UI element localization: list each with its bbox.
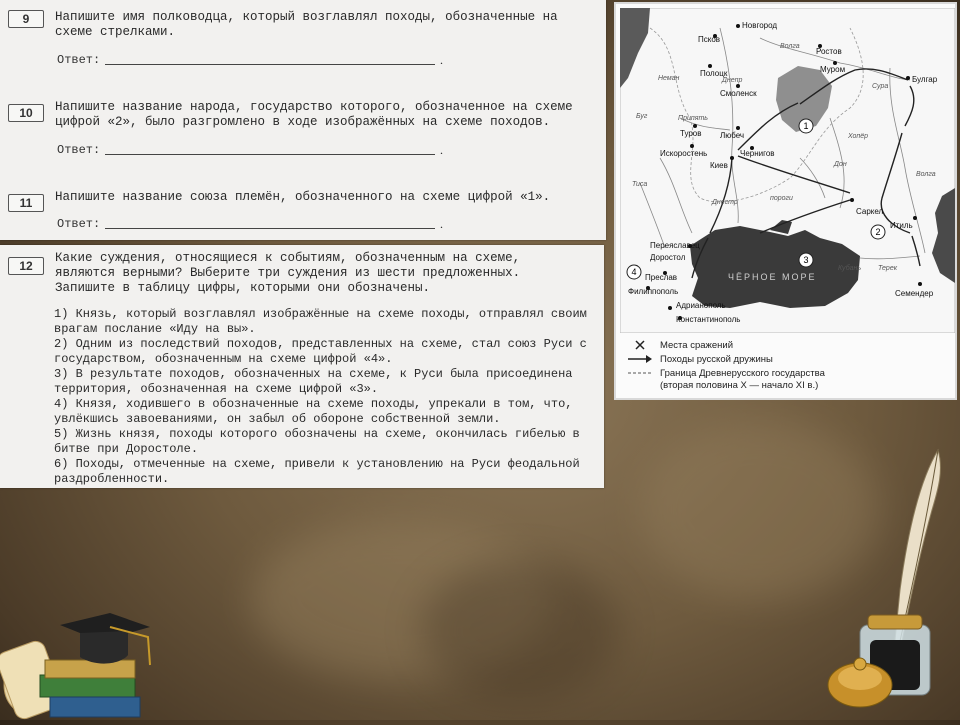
answer-field-9[interactable] <box>105 64 435 65</box>
rapids-label: пороги <box>770 195 793 202</box>
place-label: Новгород <box>742 21 778 30</box>
answer-period: . <box>440 53 443 67</box>
place-label: Булгар <box>912 75 938 84</box>
river-label: Тиса <box>632 181 648 188</box>
option-item: 2) Одним из последствий походов, представленных на схеме, стал союз Руси с государством, обозначенным на схеме цифрой «4». <box>54 337 587 366</box>
historical-map <box>614 2 957 400</box>
place-label: Преслав <box>645 273 678 282</box>
river-label: Волга <box>916 171 936 178</box>
graduation-cap-books-icon <box>0 575 160 720</box>
place-label: Доростол <box>650 253 686 262</box>
battle-cross-icon <box>626 339 654 351</box>
questions-sheet-top <box>0 0 606 240</box>
place-label: Смоленск <box>720 89 757 98</box>
place-label: Туров <box>680 129 702 138</box>
place-label: Чернигов <box>740 149 775 158</box>
marker-label: 4 <box>631 267 637 277</box>
question-11-text: Напишите название союза племён, обозначенного на схеме цифрой «1». <box>55 190 551 204</box>
map-drawing <box>620 8 955 333</box>
marker-label: 3 <box>803 255 809 265</box>
quill-inkwell-icon <box>820 440 960 720</box>
background-stain <box>420 560 620 700</box>
sea-label: ЧЁРНОЕ МОРЕ <box>728 272 817 282</box>
legend-text: Места сражений <box>660 340 734 351</box>
option-item: 1) Князь, который возглавлял изображённые на схеме походы, отправлял своим врагам послание «Иду на вы». <box>54 307 587 336</box>
option-item: 4) Князя, ходившего в обозначенные на схеме походы, упрекали в том, что, увлёкшись завоеваниями, он забыл об обороне собственной земли. <box>54 397 573 426</box>
question-12-options <box>54 307 590 487</box>
arrow-icon <box>626 353 654 365</box>
river-label: Днепр <box>722 77 743 84</box>
place-label: Саркел <box>856 207 884 216</box>
place-label: Константинополь <box>676 315 741 324</box>
option-item: 5) Жизнь князя, походы которого обозначены на схеме, окончилась гибелью в битве при Доростоле. <box>54 427 580 456</box>
question-10-text: Напишите название народа, государство которого, обозначенное на схеме цифрой «2», было разгромлено в ходе изображённых на схеме походов. <box>55 100 573 129</box>
answer-label: Ответ: <box>57 143 101 157</box>
marker-label: 2 <box>875 227 881 237</box>
legend-text: Граница Древнерусского государства <box>660 368 825 379</box>
place-label: Искоростень <box>660 149 708 158</box>
question-number-12: 12 <box>8 257 44 275</box>
question-9-text: Напишите имя полководца, который возглавлял походы, обозначенные на схеме стрелками. <box>55 10 558 39</box>
river-label: Днестр <box>712 199 738 206</box>
legend-text: (вторая половина X — начало XI в.) <box>660 380 819 391</box>
answer-field-11[interactable] <box>105 228 435 229</box>
river-label: Кубань <box>838 265 862 272</box>
river-label: Дон <box>834 161 847 168</box>
place-label: Филиппополь <box>628 287 679 296</box>
answer-field-10[interactable] <box>105 154 435 155</box>
river-label: Буг <box>636 113 648 120</box>
legend-text: Походы русской дружины <box>660 354 773 365</box>
answer-row-11 <box>57 217 457 231</box>
questions-sheet-bottom <box>0 245 604 488</box>
place-label: Любеч <box>720 131 745 140</box>
question-number-11: 11 <box>8 194 44 212</box>
dashed-line-icon <box>626 367 654 379</box>
place-label: Муром <box>820 65 846 74</box>
option-item: 3) В результате походов, обозначенных на схеме, к Руси была присоединена территория, обозначенная на схеме цифрой «3». <box>54 367 573 396</box>
river-label: Хопёр <box>848 133 869 140</box>
answer-label: Ответ: <box>57 217 101 231</box>
river-label: Припять <box>678 115 708 122</box>
place-label: Киев <box>710 161 728 170</box>
answer-row-10 <box>57 143 457 157</box>
answer-period: . <box>440 143 443 157</box>
place-label: Адрианополь <box>676 301 726 310</box>
river-label: Сура <box>872 83 889 90</box>
question-number-10: 10 <box>8 104 44 122</box>
river-label: Неман <box>658 75 680 82</box>
answer-period: . <box>440 217 443 231</box>
place-label: Полоцк <box>700 69 728 78</box>
answer-label: Ответ: <box>57 53 101 67</box>
place-label: Переяславец <box>650 241 700 250</box>
place-label: Итиль <box>890 221 913 230</box>
place-label: Псков <box>698 35 721 44</box>
place-label: Ростов <box>816 47 842 56</box>
place-label: Семендер <box>895 289 934 298</box>
river-label: Терек <box>878 265 898 272</box>
river-label: Волга <box>780 43 800 50</box>
option-item: 6) Походы, отмеченные на схеме, привели к установлению на Руси феодальной раздробленности. <box>54 457 580 486</box>
answer-row-9 <box>57 53 457 67</box>
question-number-9: 9 <box>8 10 44 28</box>
marker-label: 1 <box>803 121 809 131</box>
question-12-intro: Какие суждения, относящиеся к событиям, обозначенным на схеме, являются верными? Выберите три суждения из шести предложенных. Запишите в таблицу цифры, которыми они обозначены. <box>55 251 521 295</box>
